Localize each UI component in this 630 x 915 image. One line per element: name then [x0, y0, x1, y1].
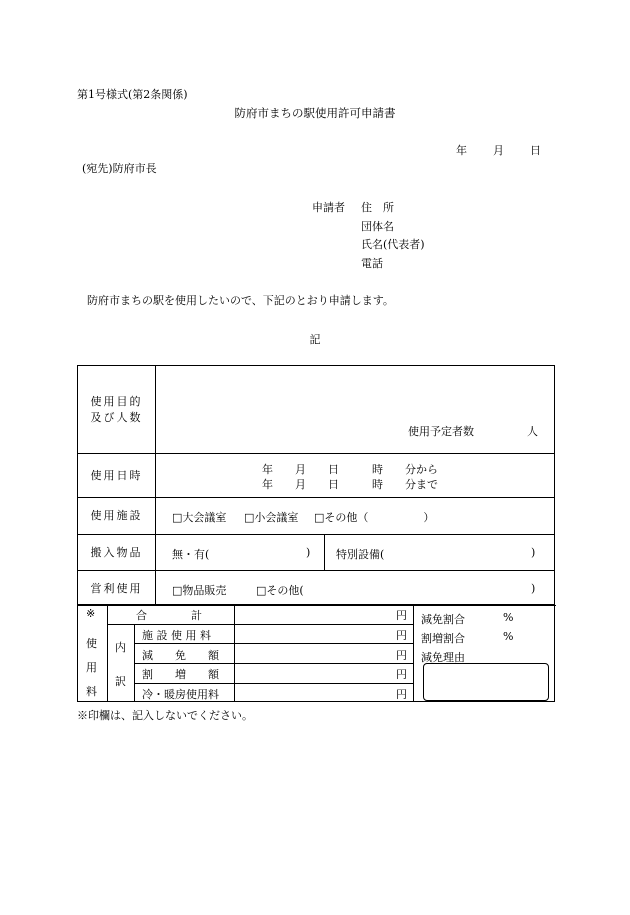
facility-label: 使用施設: [78, 498, 156, 534]
equipment-label: 特別設備(: [336, 548, 385, 561]
applicant-label: 申請者: [312, 201, 345, 214]
applicant-org[interactable]: 団体名: [361, 220, 394, 233]
fee-divider-1: [107, 605, 108, 702]
facility-cell: [156, 498, 554, 534]
items-label: 搬入物品: [78, 535, 156, 570]
items-divider: [324, 535, 325, 571]
items-cell[interactable]: [156, 535, 554, 570]
fee-hline-1: [107, 624, 413, 625]
date-line: [456, 142, 541, 158]
yen-facility: 円: [396, 629, 407, 642]
people-unit: 人: [527, 425, 538, 438]
addressee: (宛先)防府市長: [82, 162, 157, 175]
page-title: 防府市まちの駅使用許可申請書: [234, 106, 396, 120]
aircon-fee-label: 冷・暖房使用料: [142, 688, 219, 701]
date-cell[interactable]: [156, 454, 554, 497]
facility-small-checkbox[interactable]: □小会議室: [244, 511, 299, 524]
fee-hline-3: [134, 663, 413, 664]
yen-total: 円: [396, 609, 407, 622]
body-text: 防府市まちの駅を使用したいので、下記のとおり申請します。: [87, 294, 394, 307]
purpose-row: [78, 366, 554, 454]
items-close: ): [306, 546, 311, 559]
fee-side-char-2: 用: [86, 661, 97, 674]
fee-divider-4: [413, 605, 414, 702]
date-day: 日: [530, 144, 541, 157]
facility-row: [78, 498, 554, 535]
applicant-phone[interactable]: 電話: [361, 257, 383, 270]
applicant-address[interactable]: 住 所: [361, 201, 394, 214]
fee-hline-2: [134, 643, 413, 644]
surcharge-rate-percent: %: [503, 630, 514, 643]
fee-side-char-1: 使: [86, 637, 97, 650]
date-to: 年 月 日 時 分まで: [262, 478, 438, 491]
reduction-reason-label: 減免理由: [421, 651, 465, 664]
reduction-reason-box[interactable]: [423, 663, 549, 701]
surcharge-label: 割 増 額: [142, 668, 219, 681]
fee-total-label: 合 計: [136, 609, 202, 622]
fee-top-border: [78, 605, 556, 606]
expected-users-label: 使用予定者数: [408, 425, 474, 438]
date-month: 月: [493, 144, 504, 157]
fee-hline-4: [134, 683, 413, 684]
applicant-name[interactable]: 氏名(代表者): [361, 238, 425, 251]
fee-mark: ※: [86, 607, 96, 620]
reduction-rate-percent: %: [503, 611, 514, 624]
date-row: [78, 454, 554, 498]
fee-side-char-3: 料: [86, 685, 97, 698]
purpose-cell[interactable]: [156, 366, 554, 453]
commercial-cell: [156, 571, 554, 606]
date-from: 年 月 日 時 分から: [262, 463, 438, 476]
commercial-other-checkbox[interactable]: □その他(: [256, 584, 304, 597]
yen-aircon: 円: [396, 688, 407, 701]
breakdown-char-1: 内: [115, 641, 126, 654]
equipment-close: ): [531, 546, 536, 559]
fee-table: [77, 605, 555, 702]
reduction-label: 減 免 額: [142, 649, 219, 662]
commercial-label: 営利使用: [78, 571, 156, 606]
date-label: 使用日時: [78, 454, 156, 497]
facility-other-checkbox[interactable]: □その他（ ）: [314, 511, 435, 524]
items-value: 無・有(: [172, 548, 210, 561]
facility-large-checkbox[interactable]: □大会議室: [172, 511, 227, 524]
commercial-row: [78, 571, 554, 606]
reduction-rate-label: 減免割合: [421, 613, 465, 626]
date-year: 年: [456, 144, 467, 157]
footnote: ※印欄は、記入しないでください。: [77, 709, 253, 722]
application-table: [77, 365, 555, 605]
yen-surcharge: 円: [396, 668, 407, 681]
purpose-label: 使用目的 及び人数: [78, 366, 156, 453]
surcharge-rate-label: 割増割合: [421, 632, 465, 645]
breakdown-char-2: 訳: [115, 675, 126, 688]
items-row: [78, 535, 554, 571]
fee-divider-3: [234, 605, 235, 702]
form-number: 第1号様式(第2条関係): [77, 88, 188, 101]
commercial-sales-checkbox[interactable]: □物品販売: [172, 584, 227, 597]
yen-reduction: 円: [396, 649, 407, 662]
facility-fee-label: 施 設 使 用 料: [142, 629, 211, 642]
ki-heading: 記: [309, 333, 321, 346]
commercial-close: ): [531, 582, 536, 595]
